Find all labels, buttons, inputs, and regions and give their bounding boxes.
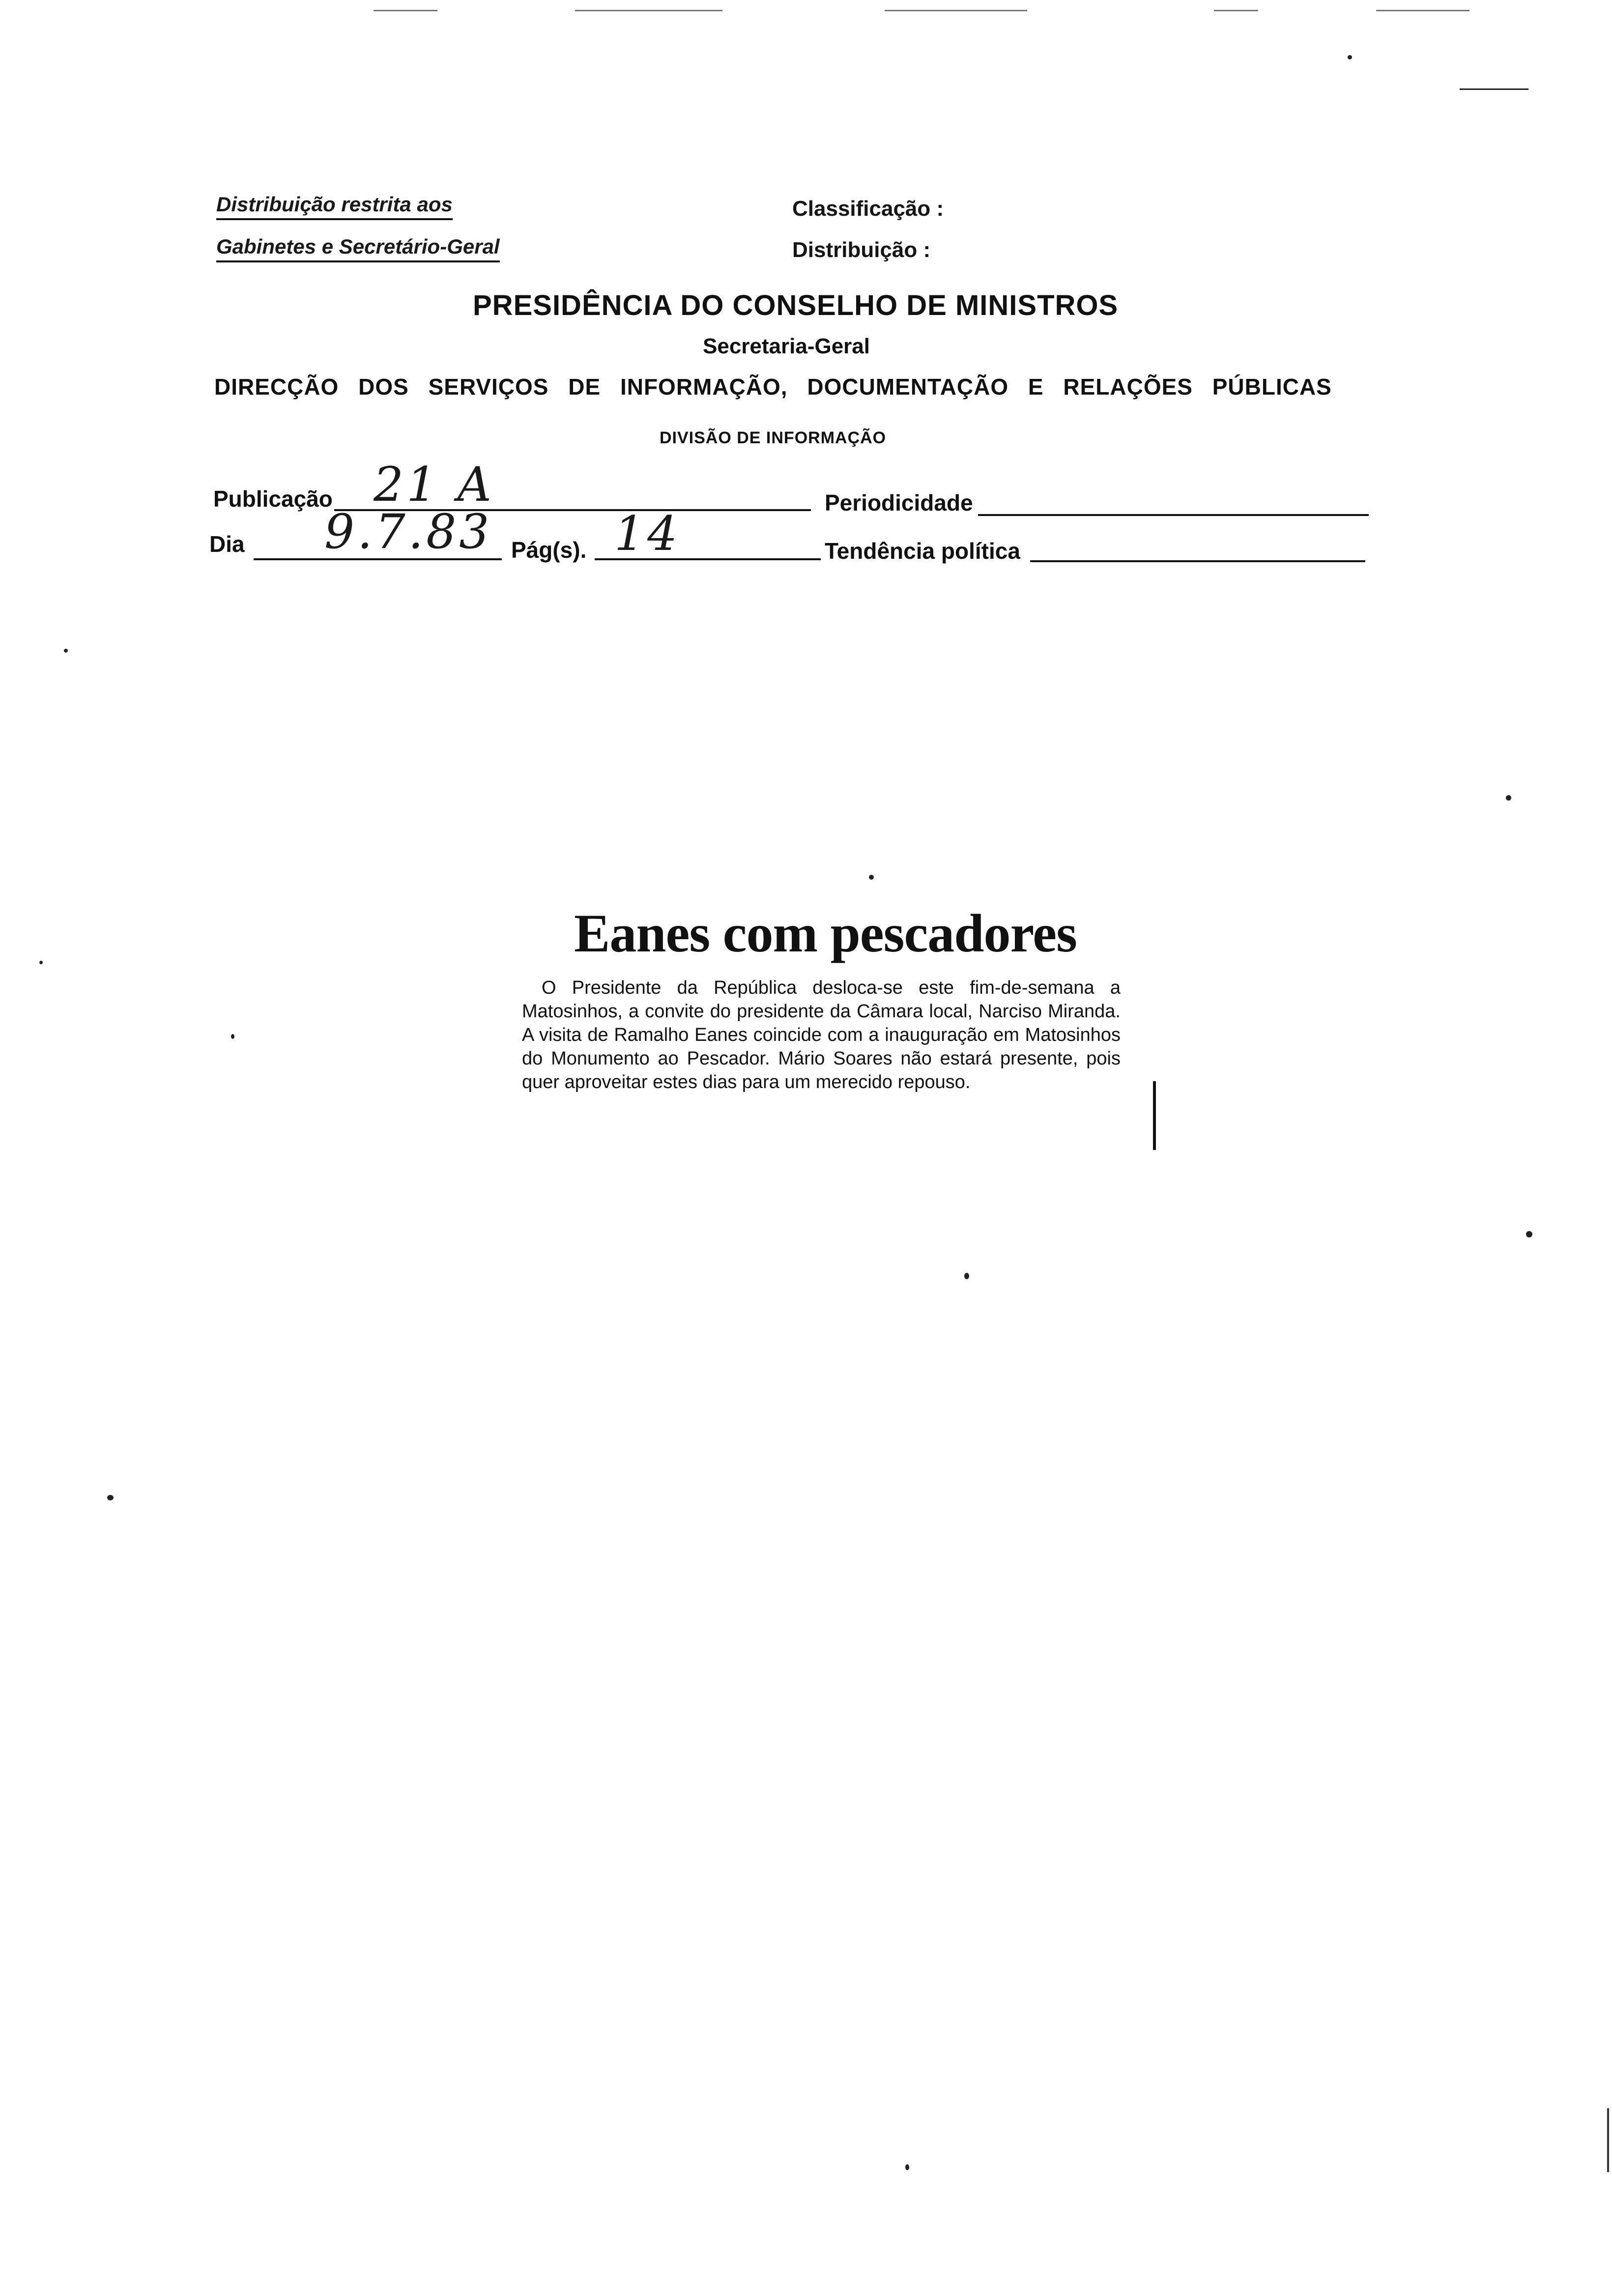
scan-speck [964,1273,969,1279]
article-headline: Eanes com pescadores [574,903,1077,963]
restriction-line-1: Distribuição restrita aos [216,193,453,220]
day-label: Dia [209,531,245,557]
page-border-fragment [374,10,437,11]
margin-mark [1153,1081,1156,1150]
scan-speck [1526,1231,1532,1237]
scan-speck [39,961,43,964]
institution-name: PRESIDÊNCIA DO CONSELHO DE MINISTROS [473,289,1119,321]
page-border-fragment [575,10,722,11]
division-name: DIVISÃO DE INFORMAÇÃO [660,429,887,447]
day-value: 9.7.83 [324,504,492,559]
page-border-fragment [1214,10,1258,11]
distribution-label: Distribuição : [792,238,931,262]
scan-speck [1348,55,1352,59]
scan-speck [905,2164,909,2170]
scan-speck [231,1034,234,1039]
article-body [522,976,1121,1094]
directorate-name: DIRECÇÃO DOS SERVIÇOS DE INFORMAÇÃO, DOCUMENTAÇÃO E RELAÇÕES PÚBLICAS [214,374,1332,400]
page-border-fragment [1376,10,1469,11]
pages-value: 14 [614,506,681,561]
pages-label: Pág(s). [511,537,587,563]
scan-speck [869,875,874,880]
scan-speck [64,649,68,653]
classification-label: Classificação : [792,197,944,221]
scan-speck [107,1495,114,1500]
page-border-fragment [1460,88,1528,90]
article-paragraph: O Presidente da República desloca-se este fim-de-semana a Matosinhos, a convite do presidente da Câmara local, Narciso Miranda. A visita de Ramalho Eanes coincide com a inauguração em Matosinhos do Monumento ao Pescador. Mário Soares não estará presente, pois quer aproveitar estes dias para um merecido repouso. [522,977,1121,1092]
department-name: Secretaria-Geral [703,334,870,358]
restriction-line-2: Gabinetes e Secretário-Geral [216,235,500,262]
page-border-fragment [885,10,1027,11]
publication-label: Publicação [213,486,333,512]
scan-speck [1506,795,1511,801]
periodicity-field-line [978,514,1369,516]
periodicity-label: Periodicidade [825,490,973,516]
political-tendency-field-line [1030,560,1365,562]
publication-value: 21 A [374,457,494,512]
political-tendency-label: Tendência política [825,538,1020,564]
margin-mark [1607,2108,1609,2172]
